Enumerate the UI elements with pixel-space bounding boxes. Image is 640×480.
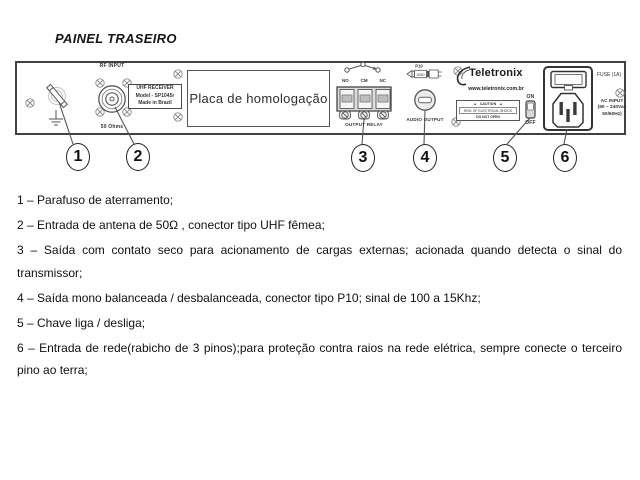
legend-item-2: 2 – Entrada de antena de 50Ω , conector tipo UHF fêmea; (17, 218, 325, 232)
callout-2: 2 (126, 143, 150, 171)
caution-line1: CAUTION (479, 102, 497, 106)
legend-item-4: 4 – Saída mono balanceada / desbalanceada, conector tipo P10; sinal de 100 a 15Khz; (17, 290, 481, 305)
ac-input-line3: 50/60Hz) (602, 111, 622, 117)
callout-6: 6 (553, 144, 577, 172)
ac-input-label (590, 99, 634, 118)
caution-line3: DO NOT OPEN (476, 114, 500, 119)
switch-off-label: OFF (525, 119, 536, 126)
callout-5: 5 (493, 144, 517, 172)
relay-contact-labels (337, 78, 391, 83)
legend-item-1: 1 – Parafuso de aterramento; (17, 193, 174, 207)
callout-3: 3 (351, 144, 375, 172)
callout-4: 4 (413, 144, 437, 172)
relay-no-label: NO (342, 77, 349, 83)
caution-line2: RISK OF ELECTRICAL SHOCK (459, 107, 517, 114)
relay-cm-label: CM (360, 77, 368, 83)
homologation-plate: Placa de homologação (187, 70, 330, 127)
callout-1: 1 (66, 143, 90, 171)
device-label-plate (128, 84, 182, 109)
legend (17, 189, 622, 384)
gnd-label: GND (416, 73, 425, 78)
audio-output-label: AUDIO OUTPUT (406, 116, 444, 122)
ac-input-line1: AC INPUT (600, 99, 624, 104)
switch-on-label: ON (526, 93, 535, 100)
device-label-line3: Made in Brazil (138, 100, 172, 107)
ac-inlet (544, 67, 592, 130)
relay-terminal-block (337, 87, 391, 119)
warning-triangle-icon: ▲ (473, 102, 477, 107)
brand-name: Teletronix (469, 67, 523, 79)
device-label-line2: Model - SP1045r (135, 92, 175, 99)
legend-item-3: 3 – Saída com contato seco para acionamento de cargas externas; acionada quando detecta o sinal do transmissor; (17, 243, 622, 280)
legend-item-5: 5 – Chave liga / desliga; (17, 315, 146, 330)
caution-label (456, 100, 520, 121)
p10-label: P10 (415, 63, 423, 69)
audio-jack-icon (415, 90, 435, 110)
device-label-line1: UHF RECEIVER (136, 85, 174, 92)
output-relay-label: OUTPUT RELAY (345, 121, 383, 127)
brand-website: www.teletronix.com.br (468, 86, 524, 92)
warning-triangle-icon: ▲ (499, 102, 503, 107)
rf-impedance-label: 50 Ohms (100, 124, 124, 130)
ac-input-line2: (90 ~ 240Vac (597, 105, 627, 111)
fuse-label: FUSE (1A) (597, 72, 622, 78)
legend-item-6: 6 – Entrada de rede(rabicho de 3 pinos);para proteção contra raios na rede elétrica, sempre conecte o terceiro pino ao terra; (17, 340, 622, 377)
rf-input-label: RF INPUT (99, 63, 125, 69)
page-title: PAINEL TRASEIRO (55, 31, 177, 46)
power-switch (526, 101, 535, 118)
relay-nc-label: NC (379, 77, 386, 83)
